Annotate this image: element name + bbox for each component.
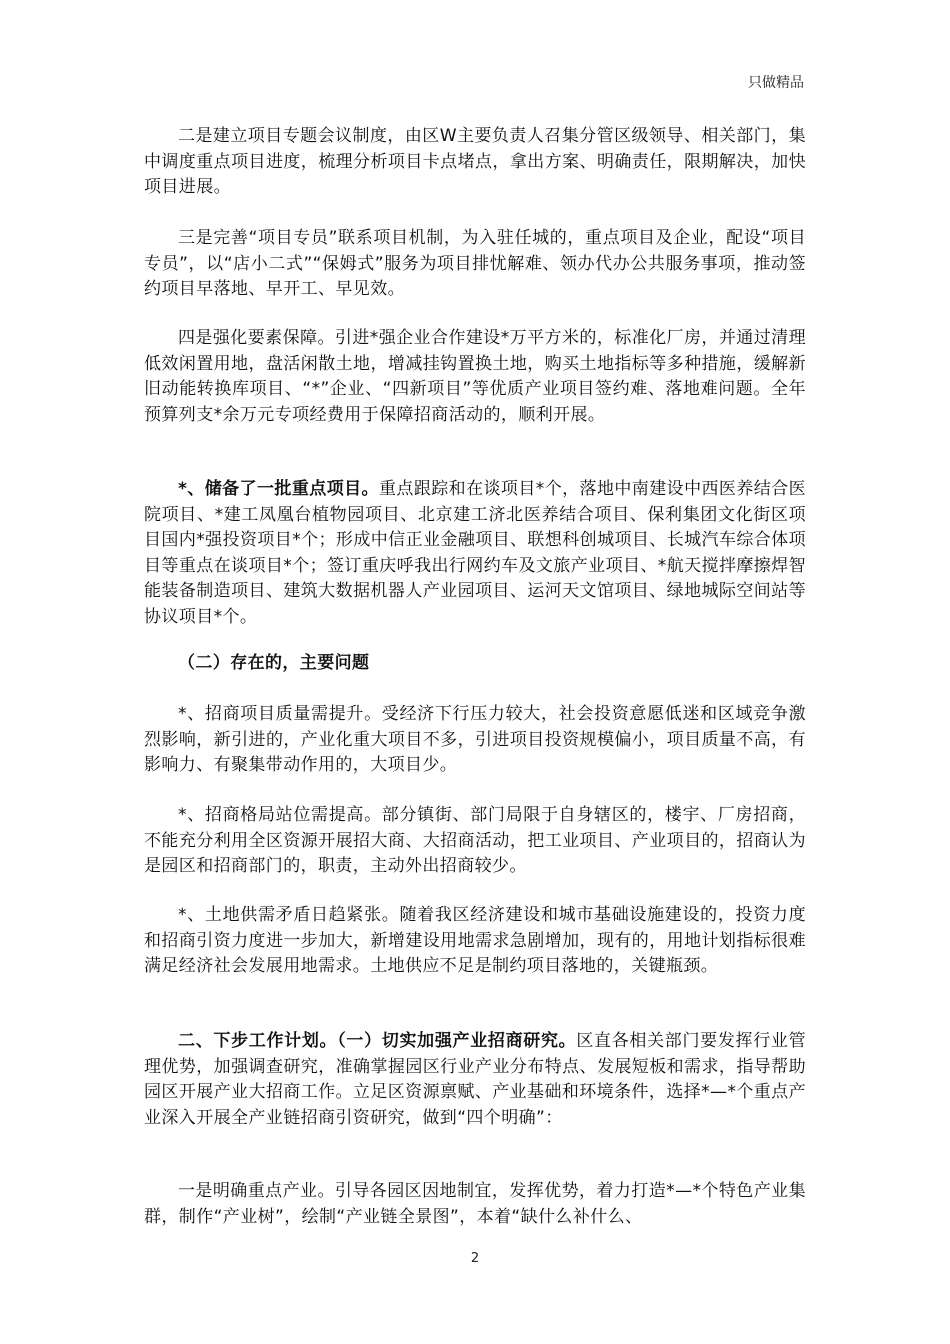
paragraph-meeting-system: 二是建立项目专题会议制度，由区W主要负责人召集分管区级领导、相关部门，集中调度重点项目进度，梳理分析项目卡点堵点，拿出方案、明确责任，限期解决，加快项目进展。 [144,126,806,197]
section-heading-problems: （二）存在的，主要问题 [178,653,370,673]
key-projects-body: 重点跟踪和在谈项目*个，落地中南建设中西医养结合医院项目、*建工凤凰台植物园项目、北京建工济北医养结合项目、保利集团文化街区项目国内*强投资项目*个；形成中信正业金融项目、联想科创城项目、长城汽车综合体项目等重点在谈项目*个；签订重庆呼我出行网约车及文旅产业项目、*航天搅拌摩擦焊智能装备制造项目、建筑大数据机器人产业园项目、运河天文馆项目、绿地城际空间站等协议项目*个。 [144,479,806,627]
paragraph-next-plan [144,1029,806,1131]
next-plan-lead: 二、下步工作计划。（一）切实加强产业招商研究。 [178,1031,577,1051]
paragraph-land-supply: *、土地供需矛盾日趋紧张。随着我区经济建设和城市基础设施建设的，投资力度和招商引资力度进一步加大，新增建设用地需求急剧增加，现有的，用地计划指标很难满足经济社会发展用地需求。土地供应不足是制约项目落地的，关键瓶颈。 [144,905,806,976]
paragraph-key-projects [144,477,806,630]
key-projects-lead: *、储备了一批重点项目。 [178,479,379,499]
paragraph-investment-pattern: *、招商格局站位需提高。部分镇街、部门局限于自身辖区的，楼宇、厂房招商，不能充分利用全区资源开展招大商、大招商活动，把工业项目、产业项目的，招商认为是园区和招商部门的，职责，主动外出招商较少。 [144,805,806,876]
page-header: 只做精品 [748,75,804,91]
paragraph-key-industries: 一是明确重点产业。引导各园区因地制宜，发挥优势，着力打造*—*个特色产业集群，制作“产业树”，绘制“产业链全景图”，本着“缺什么补什么、 [144,1181,806,1227]
paragraph-project-specialist: 三是完善“项目专员”联系项目机制，为入驻任城的，重点项目及企业，配设“项目专员”，以“店小二式”“保姆式”服务为项目排忧解难、领办代办公共服务事项，推动签约项目早落地、早开工、早见效。 [144,228,806,299]
page-number: 2 [470,1251,480,1266]
paragraph-factor-guarantee: 四是强化要素保障。引进*强企业合作建设*万平方米的，标准化厂房，并通过清理低效闲置用地，盘活闲散土地，增减挂钩置换土地，购买土地指标等多种措施，缓解新旧动能转换库项目、“*”企业、“四新项目”等优质产业项目签约难、落地难问题。全年预算列支*余万元专项经费用于保障招商活动的，顺利开展。 [144,328,806,425]
next-plan-body: 区直各相关部门要发挥行业管理优势，加强调查研究，准确掌握园区行业产业分布特点、发展短板和需求，指导帮助园区开展产业大招商工作。立足区资源禀赋、产业基础和环境条件，选择*—*个重点产业深入开展全产业链招商引资研究，做到“四个明确”： [144,1031,807,1128]
paragraph-project-quality: *、招商项目质量需提升。受经济下行压力较大，社会投资意愿低迷和区域竞争激烈影响，新引进的，产业化重大项目不多，引进项目投资规模偏小，项目质量不高，有影响力、有聚集带动作用的，大项目少。 [144,704,806,775]
